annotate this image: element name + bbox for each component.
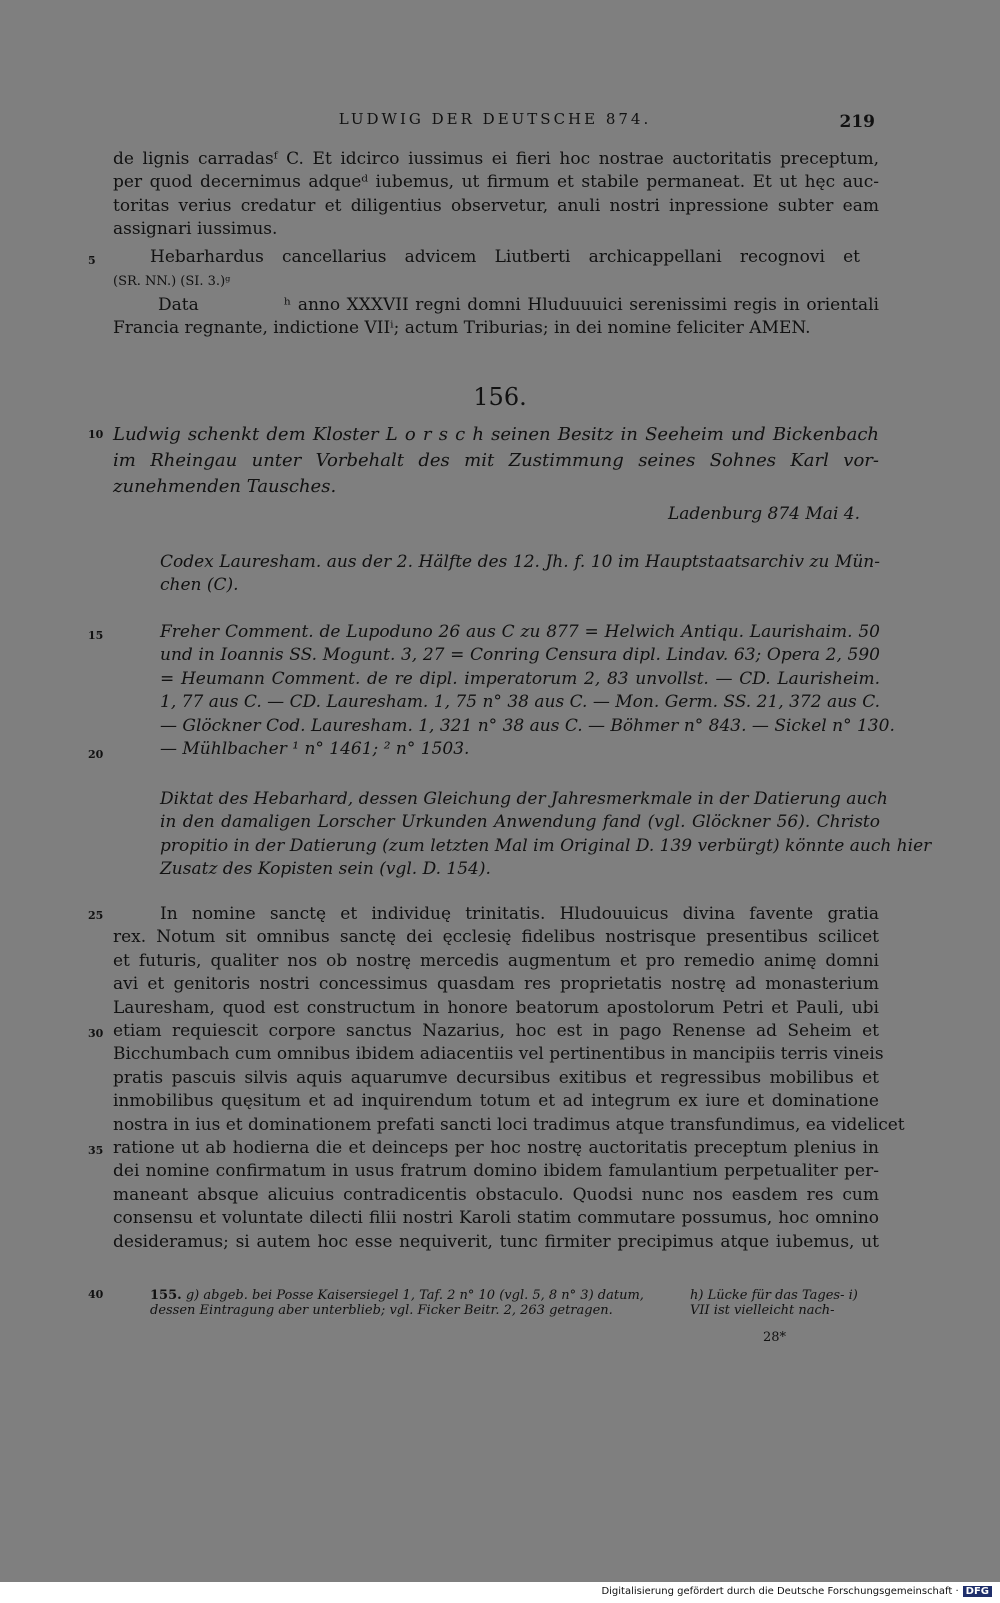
text-line: Francia regnante, indictione VIIⁱ; actum Triburias; in dei nomine feliciter AMEN. bbox=[113, 318, 811, 339]
line-number: 15 bbox=[88, 629, 104, 642]
text-line: propitio in der Datierung (zum letzten Mal im Original D. 139 verbürgt) könnte auch hier bbox=[160, 835, 932, 856]
text-line: — Glöckner Cod. Lauresham. 1, 321 n° 38 aus C. — Böhmer n° 843. — Sickel n° 130. bbox=[160, 715, 895, 736]
text-line: consensu et voluntate dilecti filii nostri Karoli statim commutare possumus, hoc omnino bbox=[113, 1208, 879, 1229]
line-number: 40 bbox=[88, 1288, 104, 1301]
text-line: Bicchumbach cum omnibus ibidem adiacentiis vel pertinentibus in mancipiis terris vineis bbox=[113, 1044, 884, 1065]
charter-text bbox=[113, 903, 905, 1254]
text-line: inmobilibus quęsitum et ad inquirendum totum et ad integrum ex iure et dominatione bbox=[113, 1091, 879, 1112]
text-line: maneant absque alicuius contradicentis obstaculo. Quodsi nunc nos easdem res cum bbox=[113, 1184, 879, 1205]
dating-clause bbox=[113, 294, 879, 341]
signature-mark: 28* bbox=[763, 1330, 787, 1345]
text-line: avi et genitoris nostri concessimus quasdam res proprietatis nostrę ad monasterium bbox=[113, 974, 879, 995]
text-line: Hebarhardus cancellarius advicem Liutberti archicappellani recognovi et bbox=[150, 247, 860, 267]
line-number: 30 bbox=[88, 1027, 104, 1040]
text-line: Zusatz des Kopisten sein (vgl. D. 154). bbox=[160, 859, 491, 880]
text-line: desideramus; si autem hoc esse nequiverit, tunc firmiter precipimus atque iubemus, ut bbox=[113, 1231, 879, 1252]
intro-text bbox=[113, 148, 879, 242]
running-header bbox=[115, 110, 875, 134]
line-number: 5 bbox=[88, 254, 96, 267]
text-line: — Mühlbacher ¹ n° 1461; ² n° 1503. bbox=[160, 739, 470, 760]
codex-note bbox=[160, 551, 880, 598]
line-number: 35 bbox=[88, 1144, 104, 1157]
footnote-text: g) abgeb. bei Posse Kaisersiegel 1, Taf. 2 n° 10 (vgl. 5, 8 n° 3) datum, dessen Eintragung aber unterblieb; vgl. Ficker Beitr. 2, 263 getragen. bbox=[150, 1288, 644, 1318]
commentary bbox=[160, 788, 932, 882]
regest-line: Ludwig schenkt dem Kloster L o r s c h seinen Besitz in Seeheim und Bickenbach bbox=[113, 424, 879, 445]
page-footer bbox=[601, 1586, 992, 1597]
line-number: 10 bbox=[88, 428, 104, 441]
text-line: dei nomine confirmatum in usus fratrum domino ibidem famulantium perpetualiter per- bbox=[113, 1161, 879, 1182]
text-line: Freher Comment. de Lupoduno 26 aus C zu 877 = Helwich Antiqu. Laurishaim. 50 bbox=[160, 622, 880, 642]
seal-text: (SR. NN.) (SI. 3.)ᵍ bbox=[113, 274, 231, 289]
text-line: 1, 77 aus C. — CD. Lauresham. 1, 75 n° 38 aus C. — Mon. Germ. SS. 21, 372 aus C. bbox=[160, 692, 880, 713]
text-line: de lignis carradasᶠ C. Et idcirco iussimus ei fieri hoc nostrae auctoritatis preceptum, bbox=[113, 149, 879, 169]
text-line: = Heumann Comment. de re dipl. imperatorum 2, 83 unvollst. — CD. Laurisheim. bbox=[160, 668, 880, 689]
regest-line: im Rheingau unter Vorbehalt des mit Zustimmung seines Sohnes Karl vor- bbox=[113, 450, 879, 471]
text-line: per quod decernimus adqueᵈ iubemus, ut firmum et stabile permaneat. Et ut hęc auc- bbox=[113, 172, 879, 193]
line-number: 20 bbox=[88, 748, 104, 761]
line-number: 25 bbox=[88, 909, 104, 922]
running-title: LUDWIG DER DEUTSCHE 874. bbox=[338, 110, 652, 128]
text-line: ratione ut ab hodierna die et deinceps per hoc nostrę auctoritatis preceptum plenius in bbox=[113, 1138, 879, 1159]
text-line: Lauresham, quod est constructum in honore beatorum apostolorum Petri et Pauli, ubi bbox=[113, 997, 879, 1018]
document-number: 156. bbox=[473, 383, 527, 411]
text-line: Diktat des Hebarhard, dessen Gleichung der Jahresmerkmale in der Datierung auch bbox=[160, 789, 888, 809]
page-number: 219 bbox=[839, 112, 875, 132]
footnote-label: 155. bbox=[150, 1288, 182, 1303]
place-date: Ladenburg 874 Mai 4. bbox=[667, 504, 860, 524]
text-line: und in Ioannis SS. Mogunt. 3, 27 = Conring Censura dipl. Lindav. 63; Opera 2, 590 bbox=[160, 645, 880, 666]
editions-note bbox=[160, 621, 895, 761]
footnote-right: h) Lücke für das Tages- i) VII ist vielleicht nach- bbox=[690, 1288, 858, 1318]
regest-line: zunehmenden Tausches. bbox=[113, 476, 337, 497]
text-line: Data ʰ anno XXXVII regni domni Hluduuuici serenissimi regis in orientali bbox=[158, 295, 879, 315]
footnote-left bbox=[150, 1288, 655, 1318]
text-line: chen (C). bbox=[160, 575, 239, 596]
text-line: In nomine sanctę et individuę trinitatis. Hludouuicus divina favente gratia bbox=[160, 904, 879, 924]
text-line: etiam requiescit corpore sanctus Nazarius, hoc est in pago Renense ad Seheim et bbox=[113, 1021, 879, 1042]
seal-line bbox=[113, 270, 879, 293]
recognition-line bbox=[150, 246, 860, 269]
regest bbox=[113, 422, 879, 500]
dfg-logo: DFG bbox=[963, 1586, 992, 1597]
text-line: assignari iussimus. bbox=[113, 219, 278, 240]
text-line: Codex Lauresham. aus der 2. Hälfte des 12. Jh. f. 10 im Hauptstaatsarchiv zu Mün- bbox=[160, 552, 880, 572]
text-line: pratis pascuis silvis aquis aquarumve decursibus exitibus et regressibus mobilibus et bbox=[113, 1067, 879, 1088]
text-line: toritas verius credatur et diligentius observetur, anuli nostri inpressione subter eam bbox=[113, 195, 879, 216]
text-line: nostra in ius et dominationem prefati sancti loci tradimus atque transfundimus, ea videlicet bbox=[113, 1114, 905, 1135]
footer-text: Digitalisierung gefördert durch die Deutsche Forschungsgemeinschaft · bbox=[601, 1586, 959, 1597]
text-line: rex. Notum sit omnibus sanctę dei ęcclesię fidelibus nostrisque presentibus scilicet bbox=[113, 927, 879, 948]
text-line: et futuris, qualiter nos ob nostrę mercedis augmentum et pro remedio animę domni bbox=[113, 950, 879, 971]
text-line: in den damaligen Lorscher Urkunden Anwendung fand (vgl. Glöckner 56). Christo bbox=[160, 812, 880, 833]
